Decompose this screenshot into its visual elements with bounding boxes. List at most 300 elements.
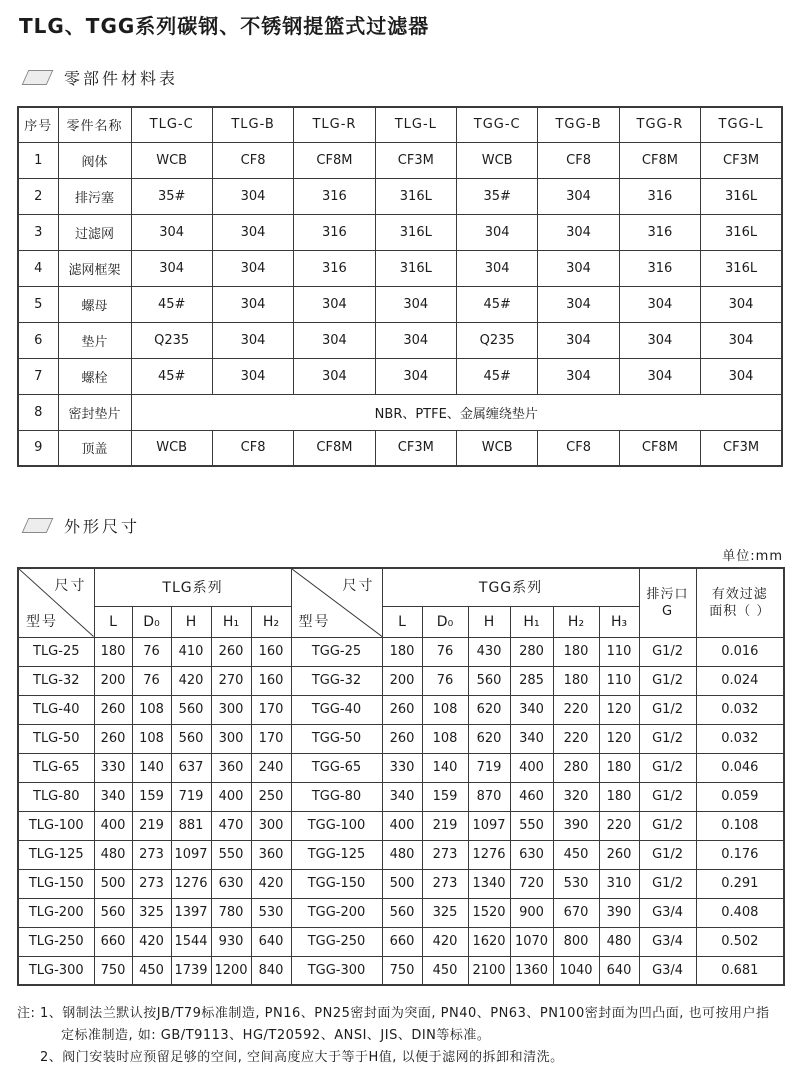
table-cell: 304 — [538, 178, 619, 214]
table-cell: CF3M — [701, 142, 782, 178]
unit-label: 单位:mm — [722, 549, 783, 564]
column-header: TLG-B — [212, 107, 293, 142]
table-cell: 304 — [619, 286, 700, 322]
table-cell: 340 — [382, 782, 422, 811]
table-cell: 219 — [422, 811, 468, 840]
table-cell: 1360 — [510, 956, 553, 985]
table-cell: 273 — [132, 840, 171, 869]
table-cell: 1544 — [171, 927, 211, 956]
diagonal-label-model: 型号 — [298, 613, 331, 630]
drain-port-symbol: G — [662, 603, 674, 619]
table-cell: 1340 — [468, 869, 510, 898]
table-cell: 0.032 — [696, 724, 784, 753]
table-cell: 550 — [211, 840, 251, 869]
table-cell: 450 — [132, 956, 171, 985]
table-cell: 180 — [382, 637, 422, 666]
table-cell: 750 — [382, 956, 422, 985]
table-cell: 180 — [599, 753, 639, 782]
table-cell: 1620 — [468, 927, 510, 956]
table-cell: WCB — [457, 142, 538, 178]
dimensions-table — [17, 567, 785, 986]
table-cell: 470 — [211, 811, 251, 840]
table-cell: 719 — [171, 782, 211, 811]
table-cell: TGG-80 — [291, 782, 382, 811]
table-cell: 180 — [553, 637, 599, 666]
table-cell: 480 — [382, 840, 422, 869]
table-row — [18, 430, 782, 466]
table-cell: 620 — [468, 695, 510, 724]
table-cell: CF8M — [619, 430, 700, 466]
table-cell: 800 — [553, 927, 599, 956]
table-cell: 304 — [131, 250, 212, 286]
table-cell: 180 — [599, 782, 639, 811]
filter-area-label-2: 面积（ ） — [709, 603, 771, 619]
table-cell: 1097 — [171, 840, 211, 869]
table-cell: 螺栓 — [58, 358, 131, 394]
table-cell: G1/2 — [639, 637, 696, 666]
table-cell: CF3M — [701, 430, 782, 466]
table-cell: 270 — [211, 666, 251, 695]
table-cell: 304 — [457, 214, 538, 250]
table-cell: 260 — [599, 840, 639, 869]
table-cell: 108 — [422, 724, 468, 753]
table-cell: G1/2 — [639, 666, 696, 695]
table-cell: 304 — [212, 322, 293, 358]
table-cell: 660 — [94, 927, 132, 956]
materials-header-row — [18, 107, 782, 142]
section-title-materials: 零部件材料表 — [64, 69, 179, 88]
column-header: TGG-R — [619, 107, 700, 142]
table-cell: 304 — [538, 250, 619, 286]
table-cell: 340 — [510, 724, 553, 753]
table-cell: TGG-150 — [291, 869, 382, 898]
table-cell: G1/2 — [639, 840, 696, 869]
table-cell: CF8 — [538, 430, 619, 466]
table-cell: TLG-250 — [18, 927, 94, 956]
table-cell: 390 — [553, 811, 599, 840]
table-cell: 0.059 — [696, 782, 784, 811]
table-cell: 0.408 — [696, 898, 784, 927]
note-line: 2、阀门安装时应预留足够的空间, 空间高度应大于等于H值, 以便于滤网的拆卸和清洗。 — [40, 1050, 564, 1065]
table-cell: 304 — [701, 286, 782, 322]
table-row — [18, 666, 784, 695]
table-cell: 340 — [94, 782, 132, 811]
table-cell: 220 — [599, 811, 639, 840]
table-cell: 330 — [382, 753, 422, 782]
table-cell: 720 — [510, 869, 553, 898]
table-cell: 108 — [132, 695, 171, 724]
table-cell: G1/2 — [639, 782, 696, 811]
table-cell: 220 — [553, 695, 599, 724]
table-row — [18, 898, 784, 927]
table-cell: 76 — [422, 666, 468, 695]
column-header: D₀ — [132, 606, 171, 637]
column-header: L — [94, 606, 132, 637]
column-header: H — [171, 606, 211, 637]
column-header: TGG-B — [538, 107, 619, 142]
table-cell: 260 — [94, 724, 132, 753]
table-cell: 45# — [457, 358, 538, 394]
table-cell: Q235 — [457, 322, 538, 358]
table-cell: 304 — [294, 286, 375, 322]
table-cell: 159 — [422, 782, 468, 811]
table-cell: 500 — [382, 869, 422, 898]
table-cell: 320 — [553, 782, 599, 811]
table-cell: 1276 — [171, 869, 211, 898]
table-cell: G1/2 — [639, 753, 696, 782]
table-cell: 1739 — [171, 956, 211, 985]
table-cell: 1397 — [171, 898, 211, 927]
table-cell: 340 — [510, 695, 553, 724]
table-cell: CF8M — [294, 142, 375, 178]
table-cell: 400 — [382, 811, 422, 840]
table-row — [18, 394, 782, 430]
table-cell: 560 — [171, 724, 211, 753]
column-header: TGG-L — [701, 107, 782, 142]
table-cell: 160 — [251, 637, 291, 666]
column-header: H₁ — [510, 606, 553, 637]
table-cell: 垫片 — [58, 322, 131, 358]
column-header: TGG-C — [457, 107, 538, 142]
table-cell: 285 — [510, 666, 553, 695]
table-cell: 180 — [94, 637, 132, 666]
table-cell: 530 — [553, 869, 599, 898]
table-cell: 410 — [171, 637, 211, 666]
table-cell: 480 — [94, 840, 132, 869]
parallelogram-icon — [22, 518, 54, 533]
table-cell: TLG-50 — [18, 724, 94, 753]
table-cell: 160 — [251, 666, 291, 695]
column-header: TLG-C — [131, 107, 212, 142]
table-cell: 280 — [510, 637, 553, 666]
table-row — [18, 250, 782, 286]
table-cell: 0.024 — [696, 666, 784, 695]
column-header: H — [468, 606, 510, 637]
table-cell: 108 — [422, 695, 468, 724]
table-cell: 400 — [211, 782, 251, 811]
diagonal-label-size: 尺寸 — [342, 578, 375, 594]
table-cell: TLG-100 — [18, 811, 94, 840]
table-cell: 140 — [422, 753, 468, 782]
table-cell: 400 — [94, 811, 132, 840]
table-cell: 316 — [619, 178, 700, 214]
notes — [17, 1003, 783, 1069]
table-cell: 450 — [553, 840, 599, 869]
table-cell: CF8M — [619, 142, 700, 178]
table-row — [18, 753, 784, 782]
table-cell: 304 — [619, 358, 700, 394]
table-cell: 630 — [510, 840, 553, 869]
table-cell: 273 — [422, 840, 468, 869]
table-cell: 6 — [18, 322, 58, 358]
table-cell: 阀体 — [58, 142, 131, 178]
table-cell: 0.108 — [696, 811, 784, 840]
table-cell: TGG-125 — [291, 840, 382, 869]
column-header: H₃ — [599, 606, 639, 637]
table-cell: 76 — [132, 666, 171, 695]
diagonal-label-size: 尺寸 — [54, 578, 87, 594]
table-cell: 304 — [212, 250, 293, 286]
table-cell: 110 — [599, 666, 639, 695]
table-cell: 260 — [94, 695, 132, 724]
table-cell: 304 — [375, 358, 456, 394]
table-cell: 316 — [294, 178, 375, 214]
table-cell: 0.016 — [696, 637, 784, 666]
table-cell: G3/4 — [639, 898, 696, 927]
table-cell: 316L — [701, 250, 782, 286]
table-cell: 316L — [375, 250, 456, 286]
table-cell: 5 — [18, 286, 58, 322]
table-cell: 76 — [422, 637, 468, 666]
table-cell: 0.681 — [696, 956, 784, 985]
table-row — [18, 695, 784, 724]
table-cell: 3 — [18, 214, 58, 250]
page-title: TLG、TGG系列碳钢、不锈钢提篮式过滤器 — [19, 14, 430, 38]
table-cell: G3/4 — [639, 927, 696, 956]
table-cell: 260 — [211, 637, 251, 666]
table-cell: 0.032 — [696, 695, 784, 724]
table-cell: NBR、PTFE、金属缠绕垫片 — [131, 394, 782, 430]
table-cell: CF3M — [375, 430, 456, 466]
table-cell: CF8 — [212, 142, 293, 178]
table-cell: 530 — [251, 898, 291, 927]
table-cell: 1070 — [510, 927, 553, 956]
table-cell: G1/2 — [639, 724, 696, 753]
table-cell: 1520 — [468, 898, 510, 927]
table-cell: 316 — [619, 250, 700, 286]
table-cell: 316L — [701, 178, 782, 214]
table-cell: 0.291 — [696, 869, 784, 898]
table-cell: 304 — [538, 286, 619, 322]
table-cell: 316 — [294, 214, 375, 250]
table-row — [18, 142, 782, 178]
table-cell: TGG-250 — [291, 927, 382, 956]
table-cell: TLG-150 — [18, 869, 94, 898]
table-cell: 420 — [132, 927, 171, 956]
table-cell: 840 — [251, 956, 291, 985]
table-cell: 140 — [132, 753, 171, 782]
dimensions-header-row-1 — [18, 568, 784, 606]
table-cell: 360 — [211, 753, 251, 782]
table-cell: TGG-25 — [291, 637, 382, 666]
table-cell: 750 — [94, 956, 132, 985]
table-cell: TGG-100 — [291, 811, 382, 840]
table-cell: 260 — [382, 724, 422, 753]
table-cell: 304 — [375, 286, 456, 322]
table-cell: 620 — [468, 724, 510, 753]
table-cell: 4 — [18, 250, 58, 286]
table-cell: TLG-300 — [18, 956, 94, 985]
diagonal-label-model: 型号 — [26, 613, 58, 630]
table-cell: TLG-200 — [18, 898, 94, 927]
table-cell: 304 — [538, 358, 619, 394]
table-cell: 排污塞 — [58, 178, 131, 214]
table-cell: 0.176 — [696, 840, 784, 869]
table-cell: 280 — [553, 753, 599, 782]
table-cell: 159 — [132, 782, 171, 811]
column-header: H₂ — [251, 606, 291, 637]
table-cell: 7 — [18, 358, 58, 394]
table-cell: 304 — [375, 322, 456, 358]
table-cell: 660 — [382, 927, 422, 956]
drain-port-label: 排污口 — [646, 586, 689, 602]
table-cell: 560 — [94, 898, 132, 927]
table-cell: 316L — [375, 178, 456, 214]
filter-area-label-1: 有效过滤 — [711, 586, 768, 602]
table-row — [18, 840, 784, 869]
table-cell: 330 — [94, 753, 132, 782]
drain-port-header — [639, 568, 696, 637]
table-cell: 1 — [18, 142, 58, 178]
table-cell: 2100 — [468, 956, 510, 985]
table-cell: CF8 — [212, 430, 293, 466]
table-cell: 630 — [211, 869, 251, 898]
table-cell: CF8 — [538, 142, 619, 178]
table-cell: 300 — [211, 724, 251, 753]
diagonal-header-cell-tgg — [291, 568, 382, 637]
table-cell: 200 — [94, 666, 132, 695]
table-cell: 密封垫片 — [58, 394, 131, 430]
table-cell: 325 — [132, 898, 171, 927]
table-cell: 304 — [212, 358, 293, 394]
column-header: 序号 — [18, 107, 58, 142]
table-cell: 640 — [599, 956, 639, 985]
filter-area-header — [696, 568, 784, 637]
table-cell: G1/2 — [639, 695, 696, 724]
table-cell: 316L — [375, 214, 456, 250]
table-row — [18, 322, 782, 358]
table-cell: 400 — [510, 753, 553, 782]
table-cell: 304 — [294, 322, 375, 358]
table-cell: 170 — [251, 695, 291, 724]
table-cell: 1200 — [211, 956, 251, 985]
table-cell: 45# — [457, 286, 538, 322]
table-cell: TLG-125 — [18, 840, 94, 869]
table-cell: TGG-50 — [291, 724, 382, 753]
table-cell: 110 — [599, 637, 639, 666]
table-row — [18, 178, 782, 214]
table-cell: 过滤网 — [58, 214, 131, 250]
table-cell: 304 — [212, 286, 293, 322]
table-cell: 900 — [510, 898, 553, 927]
section-header-materials — [19, 66, 783, 89]
table-row — [18, 724, 784, 753]
table-cell: 200 — [382, 666, 422, 695]
section-header-dimensions — [19, 514, 783, 537]
table-cell: 304 — [538, 214, 619, 250]
table-cell: 219 — [132, 811, 171, 840]
table-cell: 390 — [599, 898, 639, 927]
table-cell: TLG-40 — [18, 695, 94, 724]
table-cell: 310 — [599, 869, 639, 898]
table-cell: 304 — [701, 358, 782, 394]
table-cell: 881 — [171, 811, 211, 840]
note-line: 注: 1、钢制法兰默认按JB/T79标准制造, PN16、PN25密封面为突面, PN40、PN63、PN100密封面为凹凸面, 也可按用户指 — [17, 1006, 770, 1021]
table-cell: 108 — [132, 724, 171, 753]
table-cell: 120 — [599, 724, 639, 753]
table-row — [18, 927, 784, 956]
table-cell: 304 — [212, 178, 293, 214]
table-cell: 35# — [131, 178, 212, 214]
table-cell: 670 — [553, 898, 599, 927]
table-cell: TLG-65 — [18, 753, 94, 782]
table-cell: WCB — [457, 430, 538, 466]
table-cell: 480 — [599, 927, 639, 956]
table-cell: 450 — [422, 956, 468, 985]
table-cell: 316L — [701, 214, 782, 250]
table-cell: 1276 — [468, 840, 510, 869]
column-header: H₂ — [553, 606, 599, 637]
column-header: TLG-R — [294, 107, 375, 142]
table-cell: 170 — [251, 724, 291, 753]
table-cell: 550 — [510, 811, 553, 840]
table-cell: 560 — [468, 666, 510, 695]
column-header: H₁ — [211, 606, 251, 637]
table-cell: 316 — [619, 214, 700, 250]
table-cell: 870 — [468, 782, 510, 811]
table-cell: 304 — [538, 322, 619, 358]
table-cell: CF8M — [294, 430, 375, 466]
table-cell: 304 — [619, 322, 700, 358]
table-cell: 180 — [553, 666, 599, 695]
table-cell: 250 — [251, 782, 291, 811]
table-cell: 273 — [132, 869, 171, 898]
column-header: 零件名称 — [58, 107, 131, 142]
table-cell: 240 — [251, 753, 291, 782]
table-cell: 滤网框架 — [58, 250, 131, 286]
table-cell: WCB — [131, 430, 212, 466]
table-cell: G1/2 — [639, 869, 696, 898]
table-row — [18, 286, 782, 322]
table-cell: 637 — [171, 753, 211, 782]
tgg-series-header: TGG系列 — [382, 568, 639, 606]
diagonal-header-cell-tlg — [18, 568, 94, 637]
table-cell: 300 — [251, 811, 291, 840]
table-cell: G1/2 — [639, 811, 696, 840]
table-cell: 325 — [422, 898, 468, 927]
table-cell: 560 — [382, 898, 422, 927]
table-cell: 560 — [171, 695, 211, 724]
table-cell: 35# — [457, 178, 538, 214]
note-line: 定标准制造, 如: GB/T9113、HG/T20592、ANSI、JIS、DIN等标准。 — [61, 1028, 491, 1043]
table-cell: TGG-32 — [291, 666, 382, 695]
table-row — [18, 869, 784, 898]
table-cell: 780 — [211, 898, 251, 927]
table-cell: 420 — [422, 927, 468, 956]
table-cell: 1040 — [553, 956, 599, 985]
table-cell: 螺母 — [58, 286, 131, 322]
table-cell: 304 — [294, 358, 375, 394]
table-cell: 0.046 — [696, 753, 784, 782]
table-cell: 304 — [701, 322, 782, 358]
table-cell: 273 — [422, 869, 468, 898]
table-cell: 719 — [468, 753, 510, 782]
table-cell: 120 — [599, 695, 639, 724]
table-cell: TGG-65 — [291, 753, 382, 782]
table-cell: CF3M — [375, 142, 456, 178]
column-header: L — [382, 606, 422, 637]
column-header: TLG-L — [375, 107, 456, 142]
section-title-dimensions: 外形尺寸 — [64, 517, 141, 536]
table-cell: TLG-80 — [18, 782, 94, 811]
table-cell: 304 — [131, 214, 212, 250]
table-cell: 430 — [468, 637, 510, 666]
table-row — [18, 811, 784, 840]
table-cell: 420 — [171, 666, 211, 695]
table-cell: 260 — [382, 695, 422, 724]
table-row — [18, 358, 782, 394]
table-cell: 76 — [132, 637, 171, 666]
